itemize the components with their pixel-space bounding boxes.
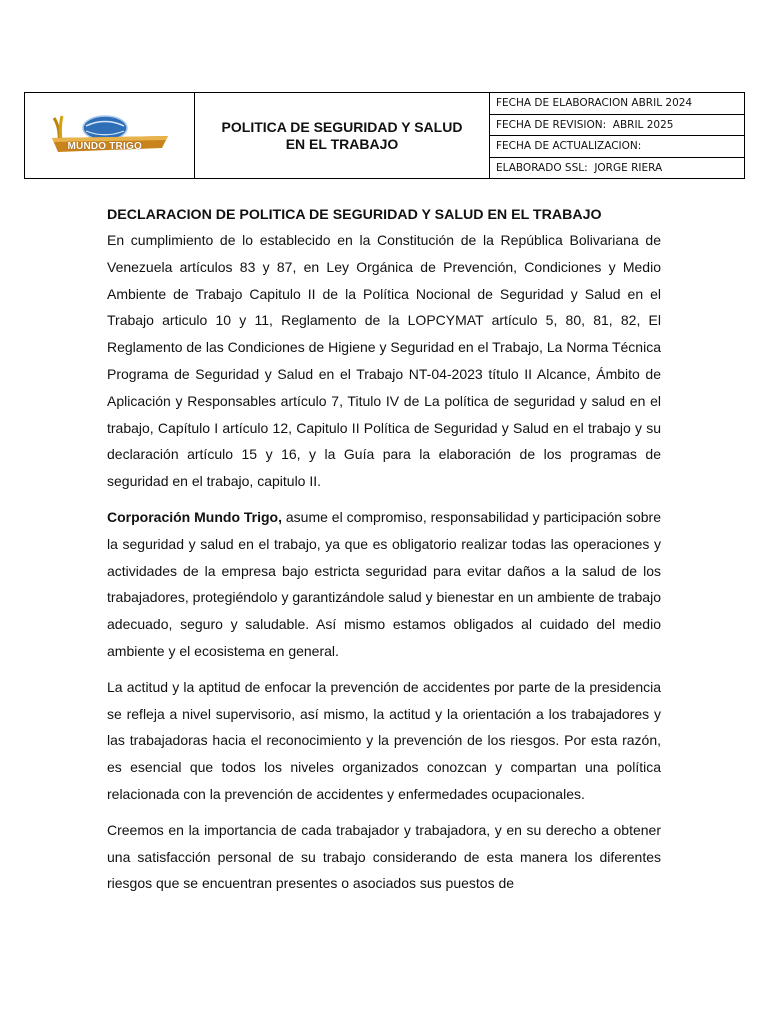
document-title (195, 93, 490, 178)
paragraph-legal-basis: En cumplimiento de lo establecido en la Constitución de la República Bolivariana de Venezuela artículos 83 y 87, en Ley Orgánica de Prevención, Condiciones y Medio Ambiente de Trabajo Capitulo II de la Política Nocional de Seguridad y Salud en el Trabajo articulo 10 y 11, Reglamento de la LOPCYMAT artículo 5, 80, 81, 82, El Reglamento de las Condiciones de Higiene y Seguridad en el Trabajo, La Norma Técnica Programa de Seguridad y Salud en el Trabajo NT-04-2023 título II Alcance, Ámbito de Aplicación y Responsables artículo 7, Titulo IV de La política de seguridad y salud en el trabajo, Capítulo I artículo 12, Capitulo II Política de Seguridad y Salud en el trabajo y su declaración artículo 15 y 16, y la Guía para la elaboración de los programas de seguridad en el trabajo, capitulo II. (107, 232, 661, 490)
paragraph-attitude: La actitud y la aptitud de enfocar la prevención de accidentes por parte de la presidencia se refleja a nivel supervisorio, así mismo, la actitud y la orientación a los trabajadores y las trabajadoras hacia el reconocimiento y la prevención de los riesgos. Por esta razón, es esencial que todos los niveles organizados conozcan y compartan una política relacionada con la prevención de accidentes y enfermedades ocupacionales. (107, 678, 661, 802)
company-name: Corporación Mundo Trigo, (107, 508, 282, 525)
title-line-2: EN EL TRABAJO (285, 135, 399, 152)
meta-revision-date: FECHA DE REVISION: ABRIL 2025 (490, 115, 744, 137)
document-meta (490, 93, 744, 178)
paragraph-commitment-text: asume el compromiso, responsabilidad y participación sobre la seguridad y salud en el trabajo, ya que es obligatorio realizar todas las operaciones y actividades de la empresa bajo estricta seguridad para evitar daños a la salud de los trabajadores, protegiéndolo y garantizándole salud y bienestar en un ambiente de trabajo adecuado, seguro y saludable. Así mismo estamos obligados al cuidado del medio ambiente y el ecosistema en general. (107, 508, 661, 659)
meta-update-date: FECHA DE ACTUALIZACION: (490, 136, 744, 158)
section-heading: DECLARACION DE POLITICA DE SEGURIDAD Y SALUD EN EL TRABAJO (107, 207, 602, 223)
document-header-table (24, 92, 745, 179)
logo-text: MUNDO TRIGO (67, 140, 142, 152)
logo-cell (25, 93, 195, 178)
meta-elaboration-date: FECHA DE ELABORACION ABRIL 2024 (490, 93, 744, 115)
company-logo (48, 114, 172, 158)
title-line-1: POLITICA DE SEGURIDAD Y SALUD (221, 118, 463, 135)
paragraph-importance: Creemos en la importancia de cada trabajador y trabajadora, y en su derecho a obtener una satisfacción personal de su trabajo considerando de esta manera los diferentes riesgos que se encuentran presentes o asociados sus puestos de (107, 821, 661, 892)
document-body (107, 203, 661, 906)
meta-author: ELABORADO SSL: JORGE RIERA (496, 161, 663, 174)
paragraph-commitment (107, 504, 661, 665)
